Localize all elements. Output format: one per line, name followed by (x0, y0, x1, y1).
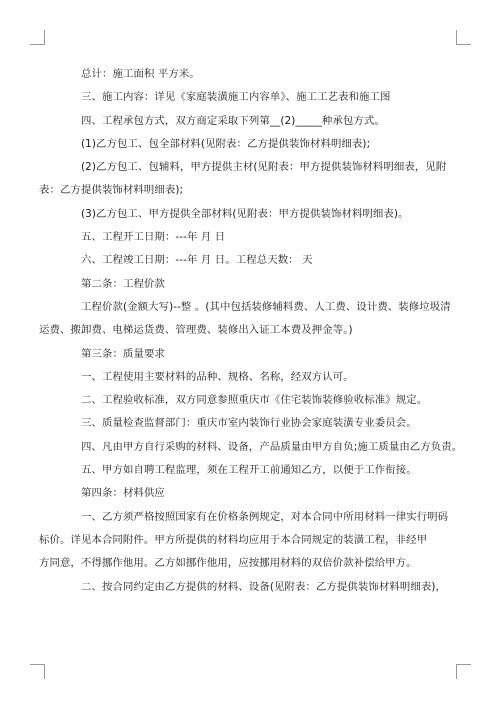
paragraph (60, 273, 440, 296)
paragraph (60, 389, 440, 412)
paragraph-line: 四、凡由甲方自行采购的材料、设备，产品质量由甲方自负;施工质量由乙方负责。 (81, 440, 463, 453)
paragraph-line: (3)乙方包工、甲方提供全部材料(见附表：甲方提供装饰材料明细表)。 (81, 207, 409, 220)
paragraph (60, 412, 440, 435)
paragraph (39, 156, 447, 203)
paragraph-line: 三、施工内容：详见《家庭装潢施工内容单》、施工工艺表和施工图 (81, 91, 391, 104)
paragraph-line: 总计：施工面积 平方米。 (81, 68, 200, 80)
paragraph-line: 五、工程开工日期：---年 月 日 (81, 231, 226, 244)
paragraph (60, 110, 440, 133)
paragraph-line: 五、甲方如自聘工程监理，须在工程开工前通知乙方，以便于工作衔接。 (81, 464, 417, 477)
paragraph-line: 一、乙方须严格按照国家有在价格条例规定，对本合同中所用材料一律实行明码 (81, 510, 449, 523)
paragraph-line: 第四条：材料供应 (81, 487, 165, 500)
paragraph-line: 第二条：工程价款 (81, 277, 165, 290)
paragraph-line: 一、工程使用主要材料的品种、规格、名称，经双方认可。 (81, 370, 354, 383)
paragraph (39, 506, 449, 576)
paragraph-line: (1)乙方包工、包全部材料(见附表：乙方提供装饰材料明细表); (81, 137, 371, 150)
paragraph (60, 133, 440, 156)
paragraph (60, 226, 440, 249)
paragraph-line: 二、按合同约定由乙方提供的材料、设备(见附表：乙方提供装饰材料明细表)， (81, 580, 446, 593)
paragraph (60, 366, 440, 389)
paragraph (60, 343, 440, 366)
paragraph-line: 运费、搬卸费、电梯运货费、管理费、装修出入证工本费及押金等。) (39, 324, 353, 337)
paragraph-line: 方同意，不得挪作他用。乙方如挪作他用，应按挪用材料的双倍价款补偿给甲方。 (39, 557, 417, 570)
paragraph-line: 标价。详见本合同附件。甲方所提供的材料均应用于本合同规定的装潢工程，非经甲 (39, 533, 428, 546)
paragraph (60, 459, 440, 482)
paragraph (60, 86, 440, 109)
paragraph (39, 296, 451, 343)
paragraph-line: 三、质量检查监督部门：重庆市室内装饰行业协会家庭装潢专业委员会。 (81, 417, 417, 430)
paragraph (60, 249, 440, 272)
document-body (39, 63, 463, 599)
paragraph (60, 482, 440, 505)
paragraph-line: 六、工程竣工日期：---年 月 日。工程总天数： 天 (81, 254, 313, 267)
paragraph (60, 576, 446, 599)
paragraph (60, 203, 440, 226)
paragraph-line: (2)乙方包工、包辅料，甲方提供主材(见附表：甲方提供装饰材料明细表，见附 (81, 161, 447, 174)
paragraph (60, 63, 440, 86)
paragraph-line: 第三条：质量要求 (81, 347, 165, 360)
paragraph-line: 二、工程验收标准，双方同意参照重庆市《住宅装饰装修验收标准》规定。 (81, 394, 428, 407)
paragraph-line: 四、工程承包方式，双方商定采取下列第__(2)_____种承包方式。 (81, 114, 385, 127)
crop-mark-top-right (456, 30, 471, 45)
paragraph (60, 436, 463, 459)
paragraph-line: 工程价款(金额大写)--整 。(其中包括装修辅料费、人工费、设计费、装修垃圾清 (81, 300, 451, 313)
paragraph-line: 表：乙方提供装饰材料明细表); (39, 184, 184, 197)
crop-mark-bottom-left (30, 664, 45, 679)
crop-mark-top-left (30, 30, 45, 45)
crop-mark-bottom-right (456, 664, 471, 679)
